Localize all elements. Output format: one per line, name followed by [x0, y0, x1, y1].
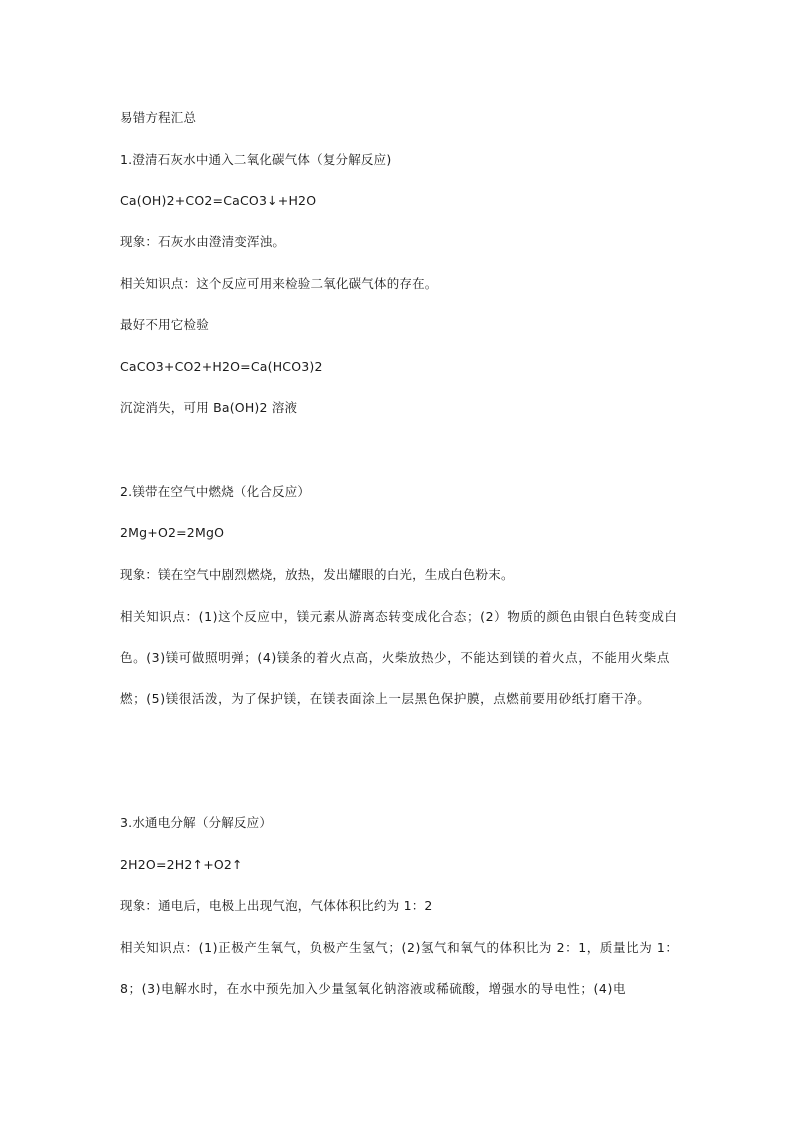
section-1-knowledge: 相关知识点：这个反应可用来检验二氧化碳气体的存在。: [120, 276, 438, 291]
section-1-equation-2: CaCO3+CO2+H2O=Ca(HCO3)2: [120, 359, 323, 374]
section-1-heading: 1.澄清石灰水中通入二氧化碳气体（复分解反应): [120, 152, 392, 167]
section-2-knowledge: 相关知识点：(1)这个反应中，镁元素从游离态转变成化合态；(2）物质的颜色由银白色转变成白色。(3)镁可做照明弹；(4)镁条的着火点高，火柴放热少，不能达到镁的着火点，不能用火柴点燃；(5)镁很活泼，为了保护镁，在镁表面涂上一层黑色保护膜，点燃前要用砂纸打磨干净。: [120, 609, 678, 706]
section-1-note-2: 沉淀消失，可用 Ba(OH)2 溶液: [120, 400, 298, 415]
section-1-note: 最好不用它检验: [120, 317, 209, 332]
section-3-heading: 3.水通电分解（分解反应）: [120, 815, 273, 830]
section-2-phenomenon: 现象：镁在空气中剧烈燃烧，放热，发出耀眼的白光，生成白色粉末。: [120, 567, 514, 582]
section-3-knowledge: 相关知识点：(1)正极产生氧气，负极产生氢气；(2)氢气和氧气的体积比为 2：1，质量比为 1：8；(3)电解水时，在水中预先加入少量氢氧化钠溶液或稀硫酸，增强水的导电性；(4)电: [120, 940, 679, 996]
section-3-equation: 2H2O=2H2↑+O2↑: [120, 857, 243, 872]
section-1-equation: Ca(OH)2+CO2=CaCO3↓+H2O: [120, 193, 317, 208]
section-2-equation: 2Mg+O2=2MgO: [120, 525, 225, 540]
section-1-phenomenon: 现象：石灰水由澄清变浑浊。: [120, 234, 286, 249]
section-2-heading: 2.镁带在空气中燃烧（化合反应）: [120, 484, 311, 499]
document-title: 易错方程汇总: [120, 110, 197, 125]
section-3-phenomenon: 现象：通电后，电极上出现气泡，气体体积比约为 1：2: [120, 898, 433, 913]
